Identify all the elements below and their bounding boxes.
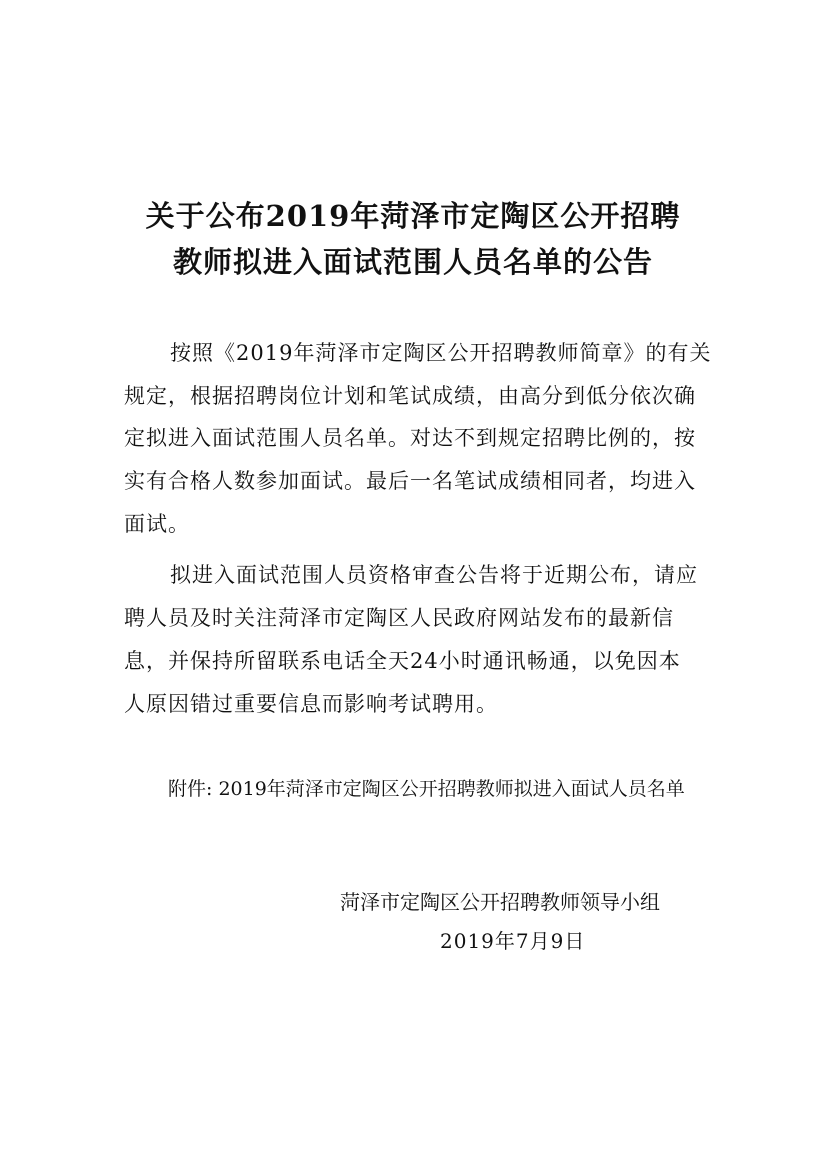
paragraph-2-line-1: 拟进入面试范围人员资格审查公告将于近期公布，请应: [170, 563, 698, 587]
notice-title-line-1: 关于公布2019年菏泽市定陶区公开招聘: [145, 199, 681, 233]
paragraph-2-line-4: 人原因错过重要信息而影响考试聘用。: [124, 692, 498, 716]
attachment-line: 附件: 2019年菏泽市定陶区公开招聘教师拟进入面试人员名单: [168, 778, 685, 800]
paragraph-1-line-5: 面试。: [124, 512, 190, 536]
paragraph-1-line-4: 实有合格人数参加面试。最后一名笔试成绩相同者，均进入: [124, 469, 696, 493]
paragraph-1-line-3: 定拟进入面试范围人员名单。对达不到规定招聘比例的，按: [124, 426, 696, 450]
paragraph-2-line-3: 息，并保持所留联系电话全天24小时通讯畅通，以免因本: [124, 649, 681, 673]
notice-title-line-2: 教师拟进入面试范围人员名单的公告: [172, 245, 653, 279]
signature-organization: 菏泽市定陶区公开招聘教师领导小组: [340, 890, 660, 914]
paragraph-1-line-1: 按照《2019年菏泽市定陶区公开招聘教师简章》的有关: [170, 341, 712, 365]
paragraph-2-line-2: 聘人员及时关注菏泽市定陶区人民政府网站发布的最新信: [124, 606, 674, 630]
signature-date: 2019年7月9日: [440, 929, 586, 953]
paragraph-1-line-2: 规定，根据招聘岗位计划和笔试成绩，由高分到低分依次确: [124, 384, 696, 408]
